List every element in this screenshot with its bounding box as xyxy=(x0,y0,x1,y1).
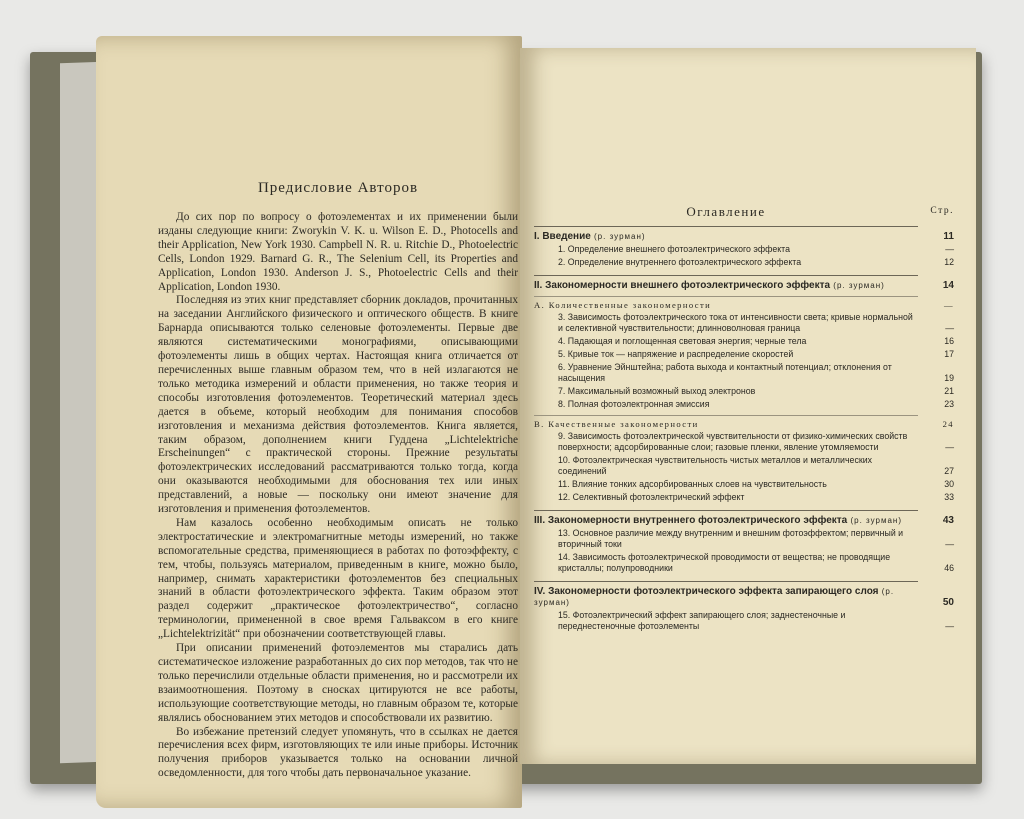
preface-paragraph: При описании применений фотоэлементов мы старались дать систематическое изложение разработанных до сих пор методов, так что не только перечислили отдельные области применения, но и рассмотрели их взаимоотношения. Поэтому в сносках цитируются не все работы, использующие соответствующие методы, но главным образом те, которые являлись обоснованием этих методов и способствовали их развитию. xyxy=(158,642,518,724)
preface-paragraph: Нам казалось особенно необходимым описать не только электростатические и электромагнитные методы измерений, но также вспомогательные средства, применяющиеся в работах по фотоэффекту, с тем, чтобы, пользуясь материалом, приведенным в книге, можно было, например, снимать характеристики фотоэлементов без специальных знаний в области фотоэлектрического эффекта. Таким образом этот раздел содержит „практическое фотоэлектричество“, согласно терминологии, примененной в свое время Гальваксом в его книге „Lichtelektrizität“ при обозначении соответствующей главы. xyxy=(158,516,518,641)
toc-entry-title: II. Закономерности внешнего фотоэлектрического эффекта (р. зурман) xyxy=(534,280,885,291)
toc-entry xyxy=(534,335,954,348)
toc-entry-page: — xyxy=(945,323,954,333)
toc-entry-title: 4. Падающая и поглощенная световая энергия; черные тела xyxy=(558,336,807,346)
toc-entry-title: 6. Уравнение Эйнштейна; работа выхода и контактный потенциал; отклонения от насыщения xyxy=(558,362,892,383)
toc-entry-author: (р. зурман) xyxy=(534,587,895,607)
toc-entry xyxy=(534,311,954,335)
toc-entry-page: — xyxy=(945,539,954,549)
toc-entry-author: (р. зурман) xyxy=(590,232,646,241)
toc-entry-title: 15. Фотоэлектрический эффект запирающего слоя; заднестеночные и переднестеночные фотоэлементы xyxy=(558,610,846,631)
toc-entry-title: III. Закономерности внутреннего фотоэлектрического эффекта (р. зурман) xyxy=(534,515,902,526)
toc-entry-page: 46 xyxy=(944,563,954,573)
toc-entry xyxy=(534,478,954,491)
toc-entry-title: А. Количественные закономерности xyxy=(534,300,712,310)
toc-entry-page: — xyxy=(944,300,954,310)
toc-entry xyxy=(534,491,954,504)
toc-rows xyxy=(534,226,954,633)
page-column-label: Стр. xyxy=(930,206,954,216)
toc-entry-page: 17 xyxy=(944,349,954,359)
toc-entry-page: 50 xyxy=(942,597,954,608)
toc-entry-title: 5. Кривые ток — напряжение и распределение скоростей xyxy=(558,349,794,359)
toc-entry xyxy=(534,275,954,292)
toc-entry-title: 9. Зависимость фотоэлектрической чувствительности от физико-химических свойств поверхности; адсорбированные слои; газовые пленки, явление утомляемости xyxy=(558,431,908,452)
toc-entry-page: 43 xyxy=(942,515,954,526)
toc-title-text: Оглавление xyxy=(686,204,766,219)
toc-entry xyxy=(534,551,954,575)
toc-entry-page: 27 xyxy=(944,466,954,476)
toc-entry-page: 33 xyxy=(944,492,954,502)
toc-entry-page: 24 xyxy=(942,419,954,429)
toc-entry-title: 1. Определение внешнего фотоэлектрического эффекта xyxy=(558,244,790,254)
preface-paragraph: Последняя из этих книг представляет сборник докладов, прочитанных на заседании Английского физического и оптического обществ. В книге Барнарда описываются только селеновые фотоэлементы. Первые две являются систематическими монографиями, описывающими фотоэлементы лишь в общих чертах. Настоящая книга отличается от перечисленных выше главным образом тем, что в ней излагаются не только методика измерений и области применения, но также теория и способы изготовления фотоэлементов. Теоретический материал здесь дается в объеме, который необходим для понимания способов изготовления и механизма действия фотоэлементов. Книга является, таким образом, дополнением книги Гуддена „Lichtelektriche Erscheinungen“ с практической стороны. Прежние результаты фотоэлектрических исследований рассматриваются только тогда, когда они оказываются необходимыми для обоснования тех или иных представлений, а новые — поскольку они имеют значение для изготовления и применения фотоэлементов. xyxy=(158,294,518,516)
toc-entry xyxy=(534,581,954,609)
toc-entry xyxy=(534,415,954,430)
preface-paragraph: До сих пор по вопросу о фотоэлементах и их применении были изданы следующие книги: Zworykin V. K. u. Wilson E. D., Photocells and their Application, New York 1930. Campbell N. R. u. Ritchie D., Photoelectric Cells, London 1929. Barnard G. R., The Selenium Cell, its Properties and Application, London 1930. Anderson J. S., Photoelectric Cells and their Application, London 1930. xyxy=(158,211,518,293)
toc-entry-title: В. Качественные закономерности xyxy=(534,419,699,429)
toc-entry xyxy=(534,527,954,551)
toc-entry-page: 14 xyxy=(942,280,954,291)
toc-entry xyxy=(534,609,954,633)
toc-entry xyxy=(534,510,954,527)
toc-entry-title: 12. Селективный фотоэлектрический эффект xyxy=(558,492,745,502)
preface-paragraph: Во избежание претензий следует упомянуть, что в ссылках не дается перечисления всех фирм, изготовляющих те или иные приборы. Источник получения приборов указывается только на основании личной осведомленности, для того чтобы дать первоначальное указание. xyxy=(158,725,518,780)
toc-entry xyxy=(534,296,954,311)
toc-entry-page: — xyxy=(945,244,954,254)
preface-title: Предисловие Авторов xyxy=(257,180,419,196)
toc-entry-title: I. Введение (р. зурман) xyxy=(534,231,646,242)
toc-entry-title: 7. Максимальный возможный выход электронов xyxy=(558,386,756,396)
toc-title xyxy=(534,204,954,220)
toc-entry-page: 30 xyxy=(944,479,954,489)
toc-entry xyxy=(534,348,954,361)
toc-entry-page: — xyxy=(945,442,954,452)
toc-entry-page: 23 xyxy=(944,399,954,409)
toc-entry-title: 11. Влияние тонких адсорбированных слоев на чувствительность xyxy=(558,479,827,489)
table-of-contents xyxy=(534,204,954,633)
toc-entry xyxy=(534,454,954,478)
toc-entry-page: 16 xyxy=(944,336,954,346)
toc-entry-page: 19 xyxy=(944,373,954,383)
toc-entry-title: 8. Полная фотоэлектронная эмиссия xyxy=(558,399,710,409)
toc-entry-author: (р. зурман) xyxy=(830,281,885,290)
preface-section xyxy=(158,180,518,781)
toc-entry-title: 3. Зависимость фотоэлектрического тока от интенсивности света; кривые нормальной и селективной чувствительности; длинноволновая граница xyxy=(558,312,913,333)
toc-entry xyxy=(534,243,954,256)
toc-entry xyxy=(534,385,954,398)
toc-entry xyxy=(534,226,954,243)
toc-entry xyxy=(534,430,954,454)
toc-entry-page: — xyxy=(945,621,954,631)
toc-entry xyxy=(534,256,954,269)
toc-entry-page: 12 xyxy=(944,257,954,267)
toc-entry-title: 14. Зависимость фотоэлектрической проводимости от вещества; не проводящие кристаллы; полупроводники xyxy=(558,552,891,573)
toc-entry xyxy=(534,398,954,411)
toc-entry-author: (р. зурман) xyxy=(847,516,902,525)
toc-entry-title: 13. Основное различие между внутренним и внешним фотоэффектом; первичный и вторичный токи xyxy=(558,528,904,549)
toc-entry-title: 10. Фотоэлектрическая чувствительность чистых металлов и металлических соединений xyxy=(558,455,873,476)
toc-entry-title: IV. Закономерности фотоэлектрического эффекта запирающего слоя (р. зурман) xyxy=(534,586,895,607)
toc-entry-page: 11 xyxy=(943,231,954,242)
toc-entry-title: 2. Определение внутреннего фотоэлектрического эффекта xyxy=(558,257,802,267)
toc-entry-page: 21 xyxy=(944,386,954,396)
toc-entry xyxy=(534,361,954,385)
